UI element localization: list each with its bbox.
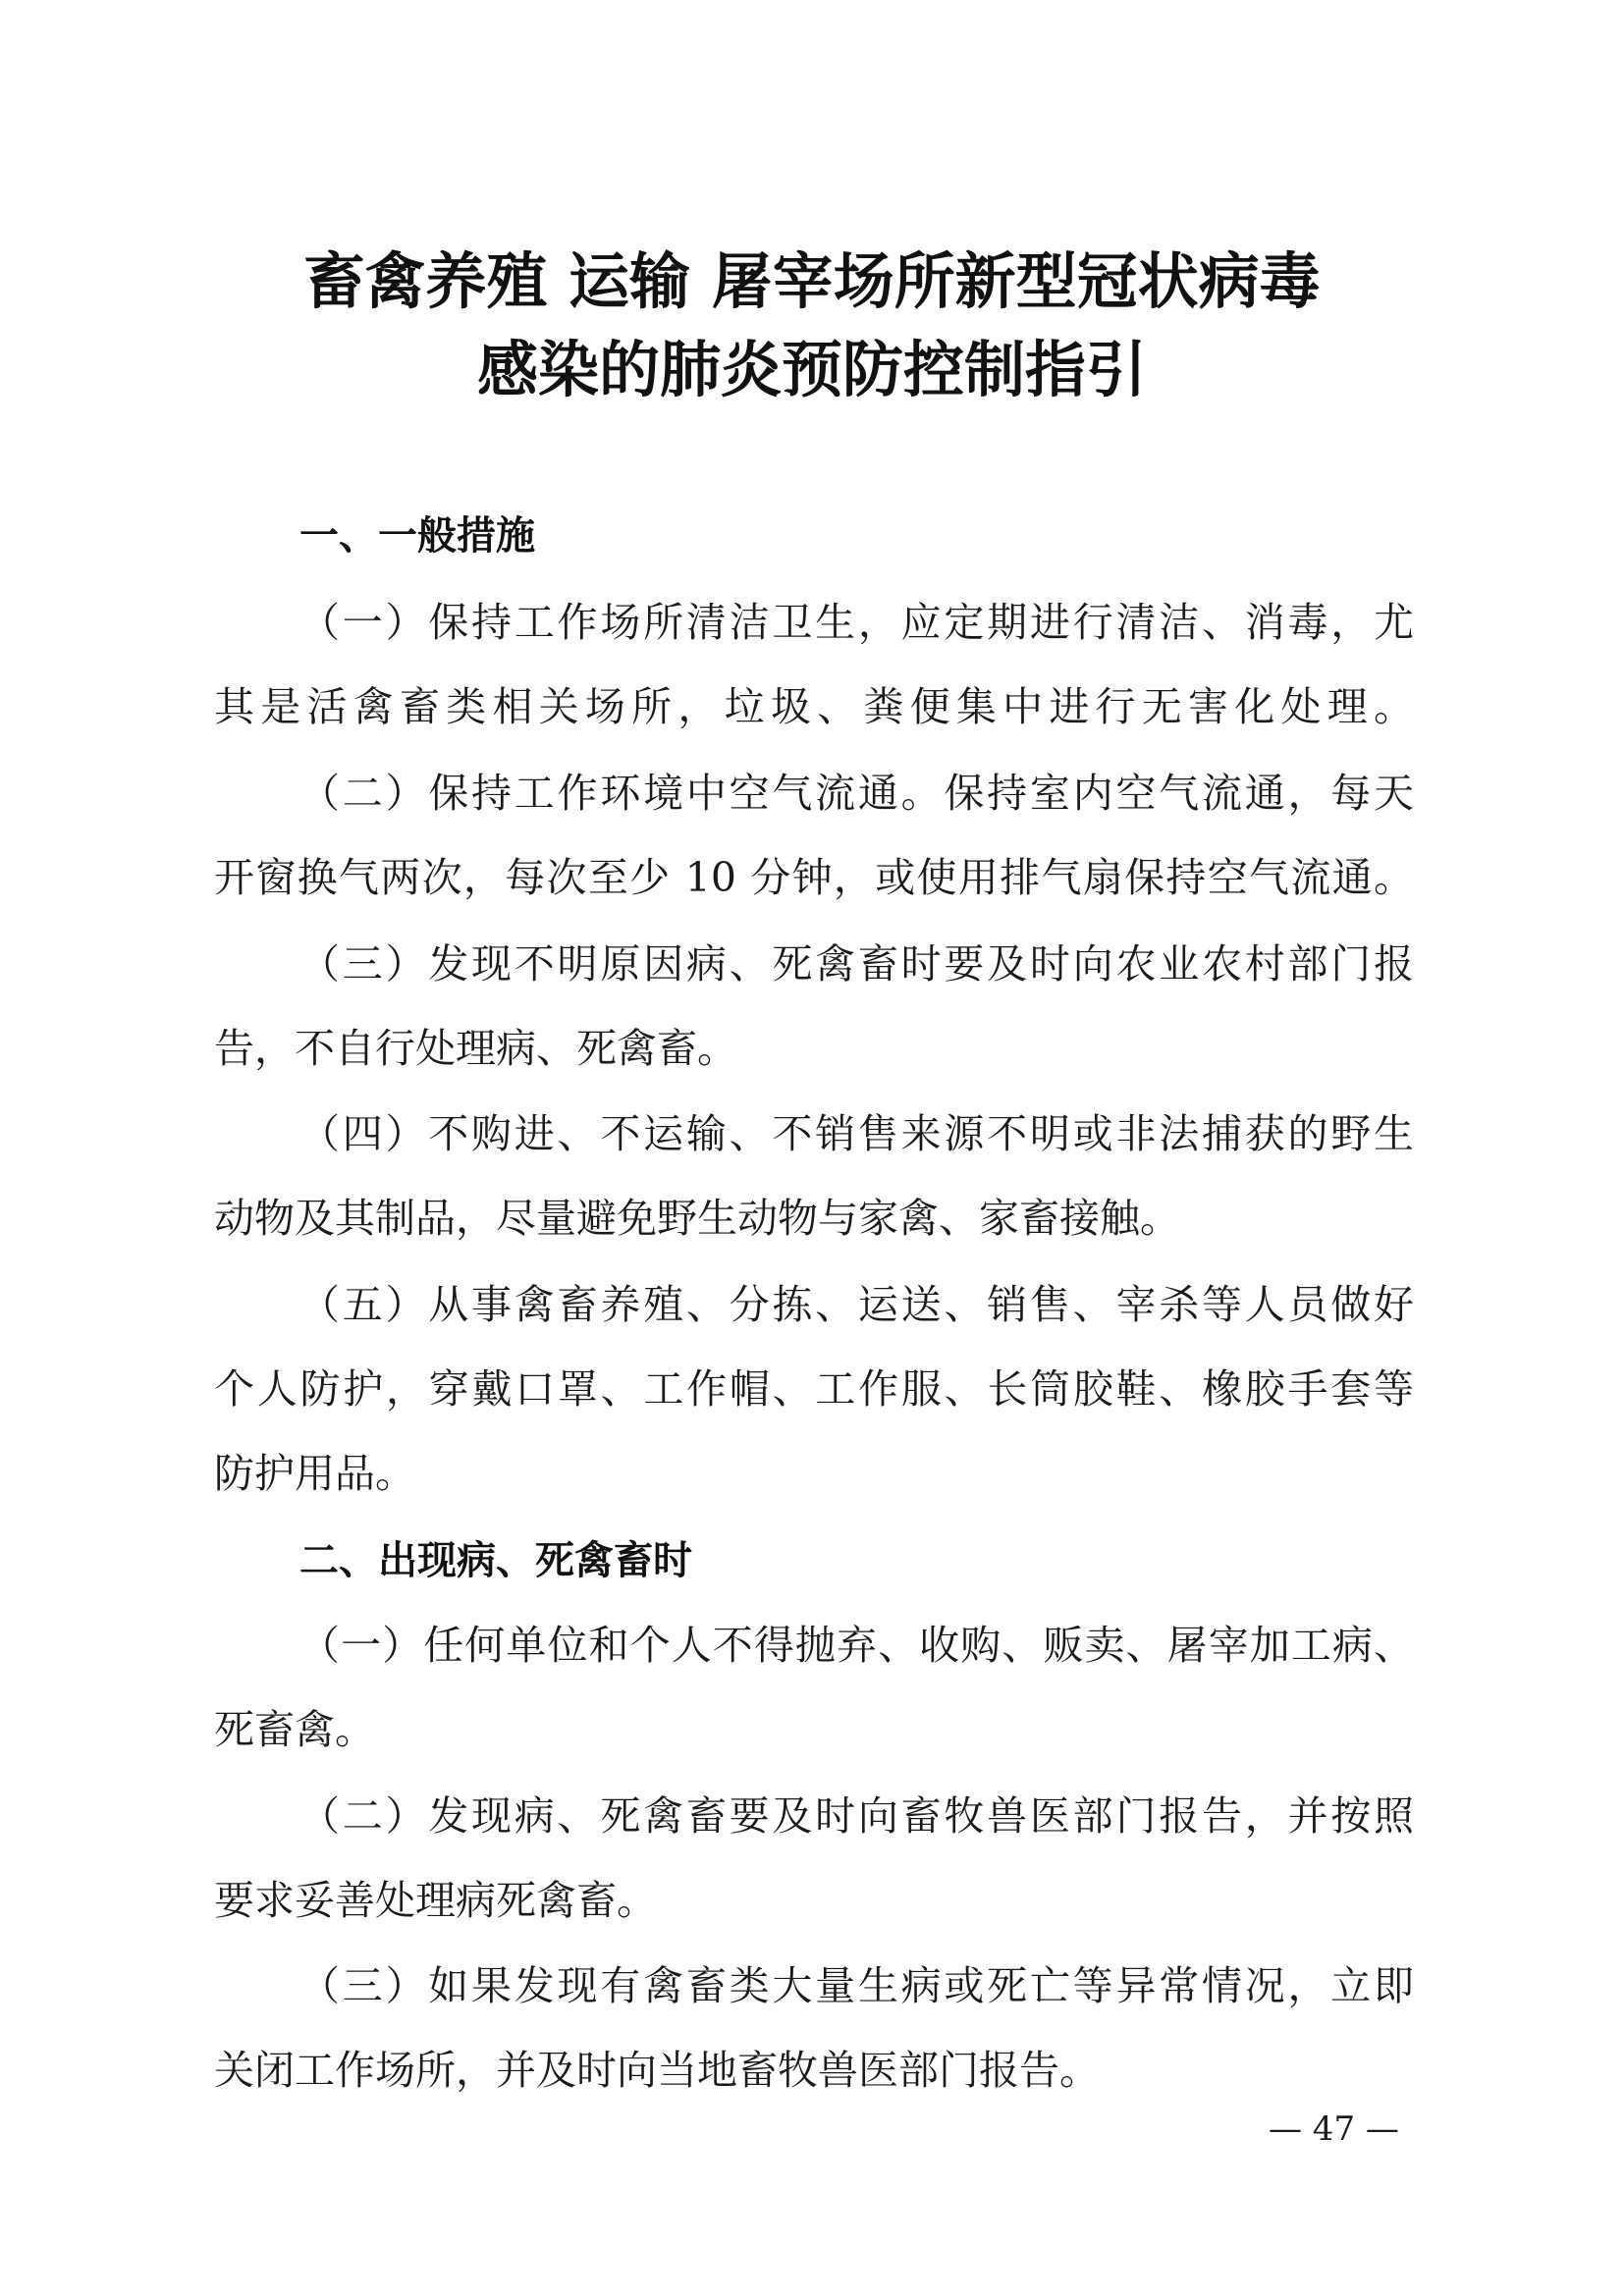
section-1-para-5-line-1: （五）从事禽畜养殖、分拣、运送、销售、宰杀等人员做好 — [299, 1281, 1414, 1328]
document-title-line-2: 感染的肺炎预防控制指引 — [476, 334, 1147, 405]
section-1-para-5-line-3: 防护用品。 — [214, 1450, 415, 1497]
section-2-heading: 二、出现病、死禽畜时 — [299, 1538, 692, 1583]
section-1-para-1-line-1: （一）保持工作场所清洁卫生，应定期进行清洁、消毒，尤 — [299, 599, 1414, 646]
section-2-para-3-line-1: （三）如果发现有禽畜类大量生病或死亡等异常情况，立即 — [299, 1962, 1414, 2009]
section-2-para-1-line-1: （一）任何单位和个人不得抛弃、收购、贩卖、屠宰加工病、 — [299, 1622, 1414, 1669]
section-1-para-2-line-2: 开窗换气两次，每次至少 10 分钟，或使用排气扇保持空气流通。 — [214, 854, 1414, 901]
section-1-heading: 一、一般措施 — [299, 513, 535, 559]
section-2-para-1-line-2: 死畜禽。 — [214, 1706, 375, 1753]
section-2-para-2-line-1: （二）发现病、死禽畜要及时向畜牧兽医部门报告，并按照 — [299, 1792, 1414, 1840]
page-number: — 47 — — [1269, 2109, 1399, 2149]
section-1-para-3-line-2: 告，不自行处理病、死禽畜。 — [214, 1025, 737, 1072]
section-1-para-4-line-1: （四）不购进、不运输、不销售来源不明或非法捕获的野生 — [299, 1110, 1414, 1157]
document-title-line-1: 畜禽养殖 运输 屠宰场所新型冠状病毒 — [303, 245, 1321, 317]
section-1-para-4-line-2: 动物及其制品，尽量避免野生动物与家禽、家畜接触。 — [214, 1195, 1180, 1242]
section-1-para-1-line-2: 其是活禽畜类相关场所，垃圾、粪便集中进行无害化处理。 — [214, 683, 1414, 730]
section-1-para-2-line-1: （二）保持工作环境中空气流通。保持室内空气流通，每天 — [299, 770, 1414, 817]
section-2-para-2-line-2: 要求妥善处理病死禽畜。 — [214, 1877, 657, 1924]
section-1-para-3-line-1: （三）发现不明原因病、死禽畜时要及时向农业农村部门报 — [299, 940, 1414, 988]
section-1-para-5-line-2: 个人防护，穿戴口罩、工作帽、工作服、长筒胶鞋、橡胶手套等 — [214, 1365, 1414, 1413]
section-2-para-3-line-2: 关闭工作场所，并及时向当地畜牧兽医部门报告。 — [214, 2047, 1100, 2094]
